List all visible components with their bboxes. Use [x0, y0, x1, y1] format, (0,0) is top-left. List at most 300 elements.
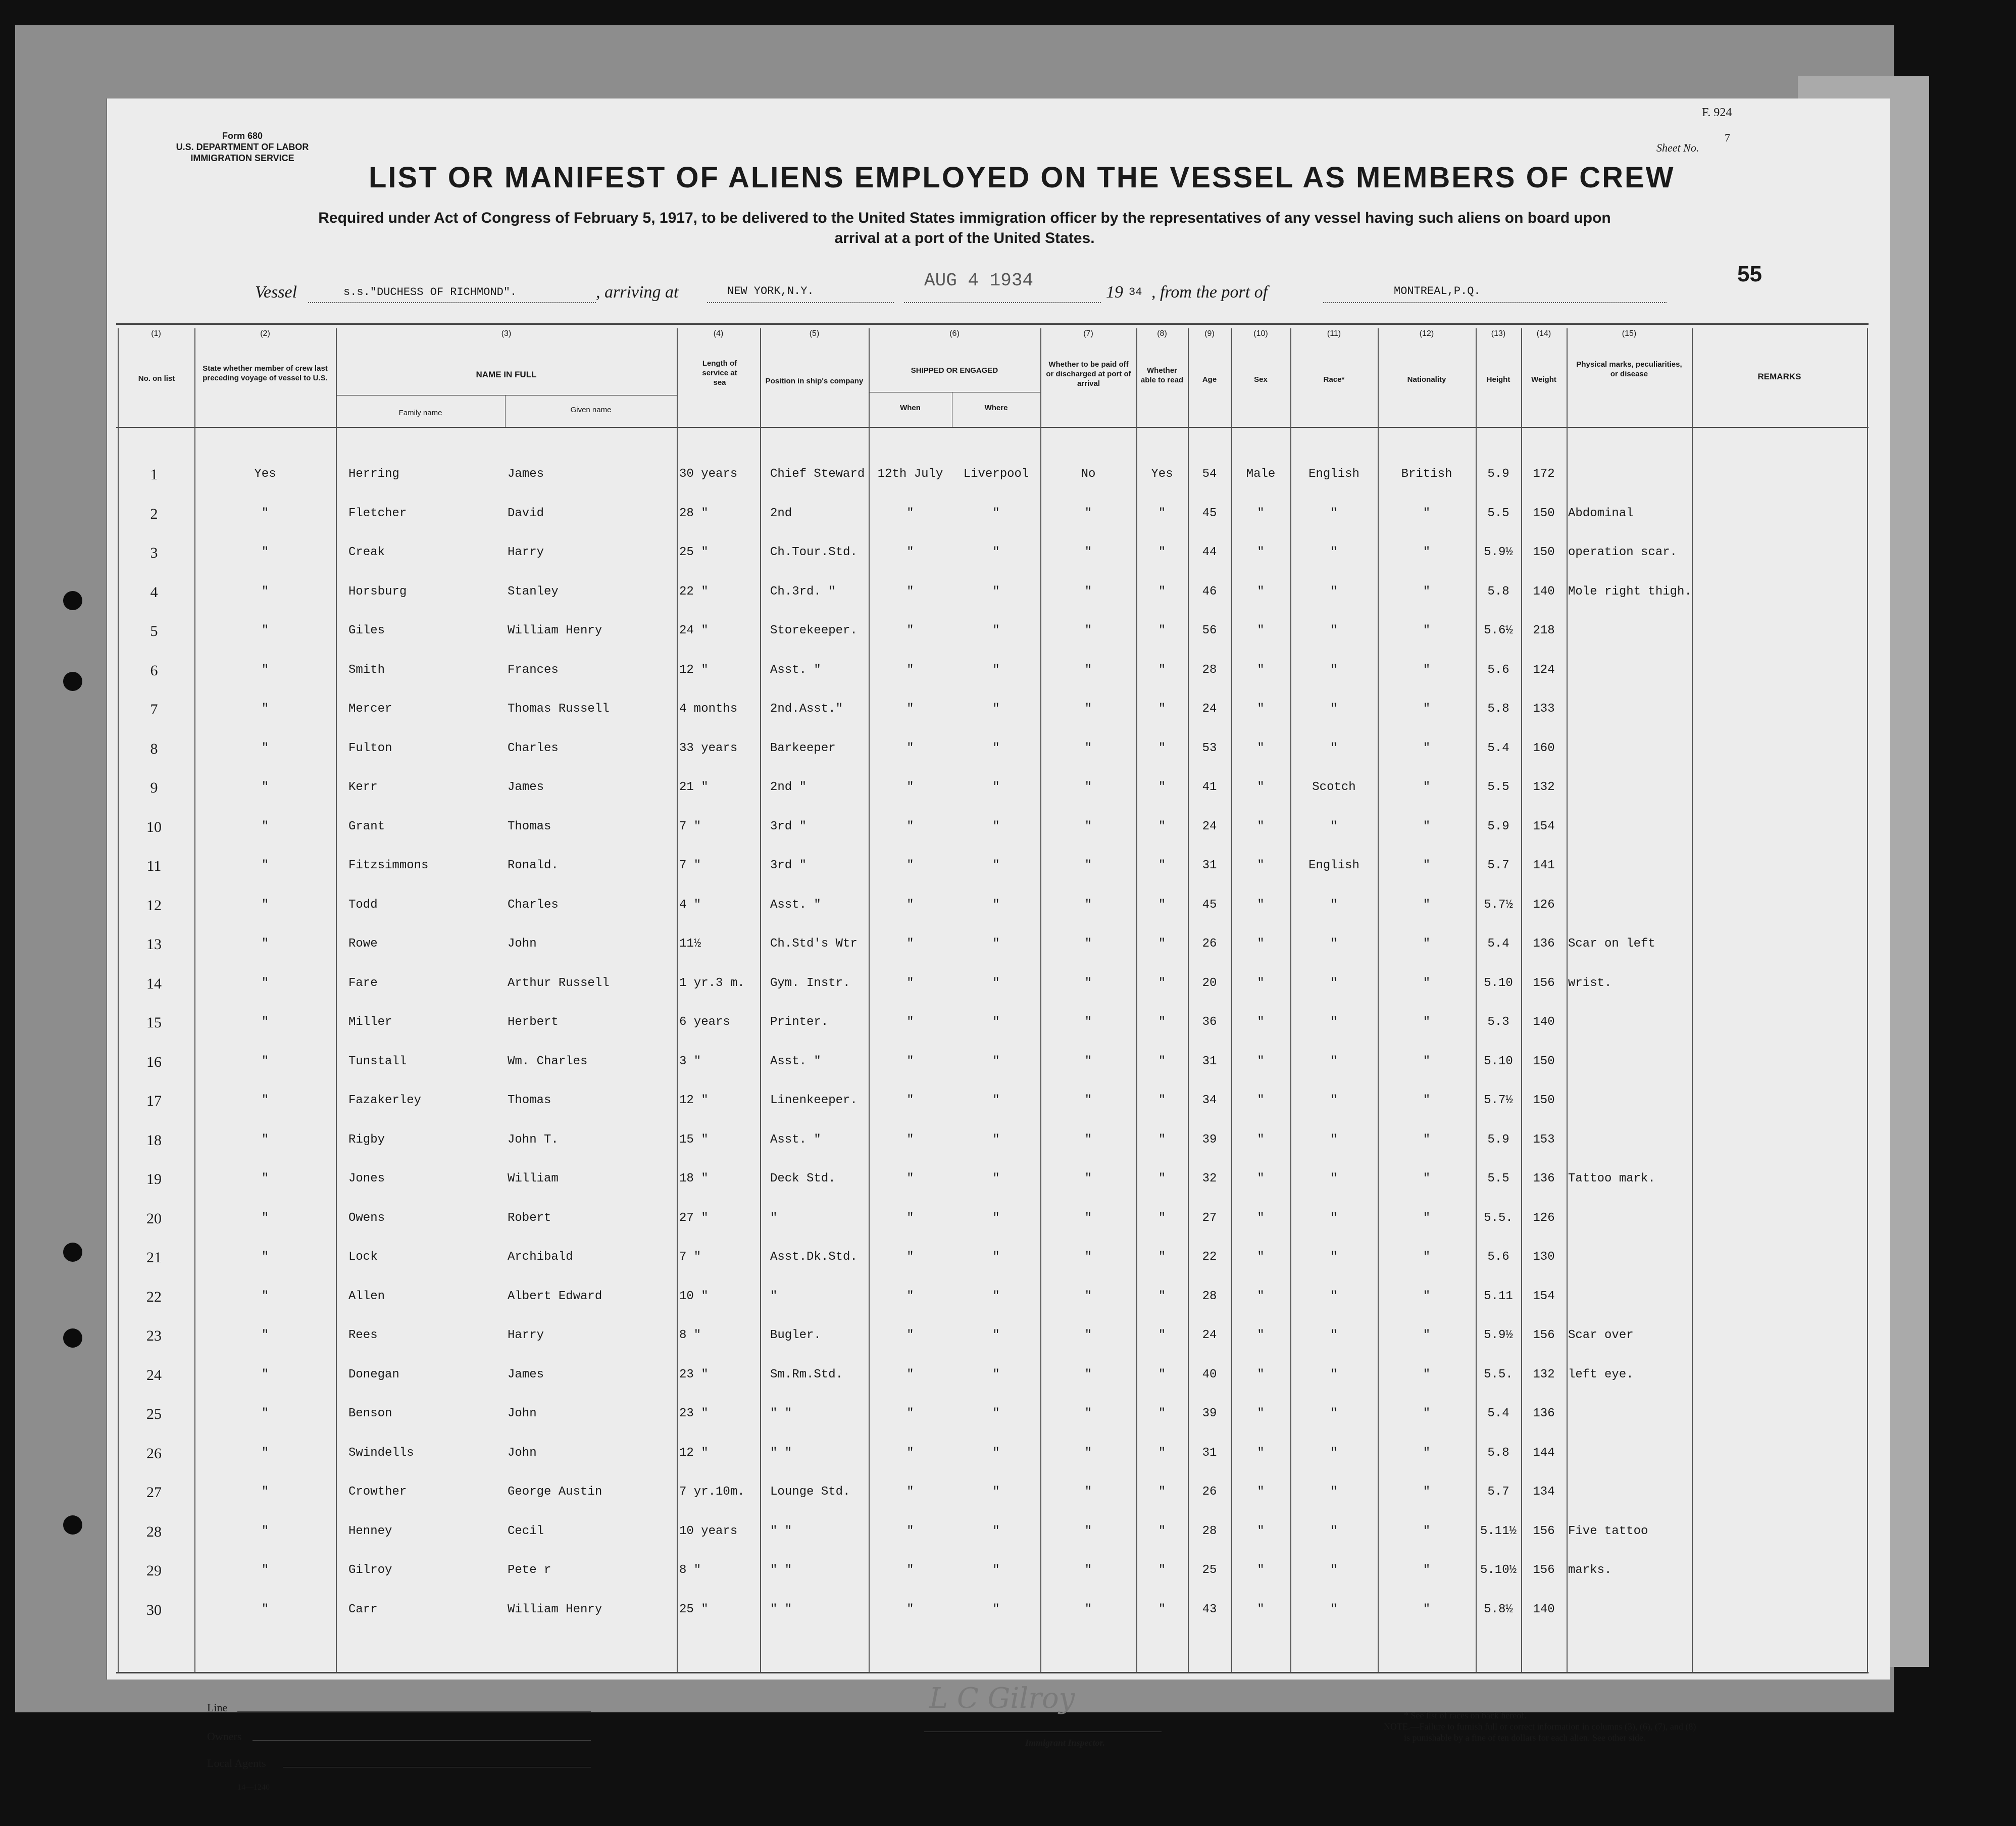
cell-position: Asst. ": [770, 663, 821, 677]
cell-paid: ": [1084, 663, 1092, 677]
col-number: (11): [1327, 329, 1341, 338]
cell-where: ": [992, 1367, 1000, 1381]
cell-weight: 154: [1533, 1289, 1555, 1303]
row-number: 2: [150, 505, 158, 522]
column-divider: [1867, 328, 1868, 1672]
cell-service: 25 ": [679, 1602, 709, 1616]
cell-height: 5.8½: [1484, 1602, 1513, 1616]
cell-when: ": [906, 1367, 914, 1381]
cell-family: Rees: [348, 1328, 378, 1342]
cell-when: ": [906, 1015, 914, 1029]
cell-when: ": [906, 1446, 914, 1460]
cell-service: 15 ": [679, 1132, 709, 1147]
cell-sex: ": [1257, 506, 1265, 520]
header-family-name: Family name: [398, 409, 442, 417]
cell-where: ": [992, 506, 1000, 520]
cell-crew: ": [261, 859, 269, 872]
cell-race: Scotch: [1312, 780, 1356, 794]
cell-nationality: ": [1423, 1407, 1431, 1420]
cell-sex: ": [1257, 1211, 1265, 1225]
cell-weight: 150: [1533, 506, 1555, 520]
cell-race: ": [1330, 506, 1338, 520]
cell-given: Pete r: [508, 1563, 551, 1577]
cell-age: 53: [1202, 741, 1217, 755]
cell-sex: ": [1257, 1407, 1265, 1420]
date-dotline: [904, 302, 1101, 303]
cell-where: ": [992, 741, 1000, 755]
punch-hole: [63, 1515, 82, 1535]
cell-family: Todd: [348, 898, 378, 912]
column-divider: [869, 328, 870, 1672]
cell-where: ": [992, 546, 1000, 559]
cell-weight: 156: [1533, 1328, 1555, 1342]
cell-when: ": [906, 976, 914, 990]
cell-race: ": [1330, 976, 1338, 990]
cell-read: ": [1158, 584, 1166, 599]
cell-read: ": [1158, 937, 1166, 951]
cell-age: 31: [1202, 859, 1217, 872]
cell-where: ": [992, 1485, 1000, 1499]
cell-when: ": [906, 898, 914, 912]
cell-nationality: ": [1423, 1211, 1431, 1225]
cell-paid: ": [1084, 1367, 1092, 1381]
cell-when: ": [906, 1132, 914, 1147]
cell-sex: ": [1257, 741, 1265, 755]
cell-weight: 140: [1533, 1015, 1555, 1029]
col-number: (3): [501, 329, 512, 338]
cell-age: 26: [1202, 937, 1217, 951]
cell-when: ": [906, 506, 914, 520]
cell-sex: ": [1257, 859, 1265, 872]
cell-read: ": [1158, 1172, 1166, 1186]
cell-where: ": [992, 819, 1000, 833]
cell-given: Herbert: [508, 1015, 559, 1029]
cell-where: ": [992, 1407, 1000, 1420]
cell-family: Carr: [348, 1602, 378, 1616]
cell-race: ": [1330, 624, 1338, 637]
cell-marks: Scar on left: [1568, 937, 1655, 951]
col-number: (14): [1536, 329, 1551, 338]
cell-crew: ": [261, 1054, 269, 1068]
cell-height: 5.10: [1484, 976, 1513, 990]
row-number: 5: [150, 623, 158, 639]
cell-given: Thomas Russell: [508, 702, 610, 716]
year-label: 19: [1106, 283, 1123, 302]
cell-marks: Tattoo mark.: [1568, 1172, 1655, 1186]
cell-paid: ": [1084, 1446, 1092, 1460]
header-shipped-where: Where: [984, 404, 1008, 412]
cell-crew: ": [261, 1211, 269, 1225]
cell-given: Stanley: [508, 584, 559, 599]
cell-position: Asst. ": [770, 898, 821, 912]
cell-age: 56: [1202, 624, 1217, 637]
cell-paid: ": [1084, 1211, 1092, 1225]
cell-paid: ": [1084, 898, 1092, 912]
cell-sex: ": [1257, 976, 1265, 990]
cell-read: ": [1158, 624, 1166, 637]
cell-family: Herring: [348, 467, 399, 481]
cell-where: ": [992, 937, 1000, 951]
cell-crew: ": [261, 1446, 269, 1460]
cell-service: 30 years: [679, 467, 738, 481]
cell-paid: ": [1084, 624, 1092, 637]
cell-read: ": [1158, 1367, 1166, 1381]
cell-paid: ": [1084, 937, 1092, 951]
cell-read: ": [1158, 1407, 1166, 1420]
row-number: 25: [146, 1406, 162, 1422]
cell-crew: ": [261, 546, 269, 559]
cell-family: Miller: [348, 1015, 392, 1029]
cell-family: Swindells: [348, 1446, 414, 1460]
cell-where: ": [992, 1563, 1000, 1577]
cell-crew: Yes: [254, 467, 276, 481]
cell-read: Yes: [1151, 467, 1173, 481]
cell-nationality: ": [1423, 1132, 1431, 1147]
cell-given: Arthur Russell: [508, 976, 610, 990]
cell-weight: 136: [1533, 1172, 1555, 1186]
cell-sex: ": [1257, 780, 1265, 794]
row-number: 11: [146, 858, 162, 874]
cell-where: ": [992, 1132, 1000, 1147]
cell-read: ": [1158, 1485, 1166, 1499]
cell-read: ": [1158, 1328, 1166, 1342]
cell-where: ": [992, 1446, 1000, 1460]
cell-when: ": [906, 1563, 914, 1577]
cell-race: ": [1330, 1211, 1338, 1225]
cell-nationality: ": [1423, 584, 1431, 599]
date-stamp: AUG 4 1934: [924, 270, 1034, 291]
cell-sex: ": [1257, 584, 1265, 599]
cell-race: ": [1330, 1446, 1338, 1460]
from-port-dotline: [1323, 302, 1667, 303]
cell-given: Robert: [508, 1211, 551, 1225]
cell-given: Charles: [508, 741, 559, 755]
cell-sex: ": [1257, 1602, 1265, 1616]
cell-age: 54: [1202, 467, 1217, 481]
cell-crew: ": [261, 898, 269, 912]
cell-height: 5.8: [1487, 1446, 1509, 1460]
cell-position: Ch.Tour.Std.: [770, 546, 858, 559]
cell-age: 26: [1202, 1485, 1217, 1499]
cell-race: ": [1330, 1563, 1338, 1577]
cell-given: William Henry: [508, 624, 602, 637]
cell-sex: ": [1257, 937, 1265, 951]
cell-read: ": [1158, 976, 1166, 990]
cell-race: ": [1330, 1132, 1338, 1147]
row-number: 13: [146, 936, 162, 953]
cell-age: 45: [1202, 506, 1217, 520]
cell-where: ": [992, 976, 1000, 990]
footnote-penalty-1: NOTE.—Failure to furnish full or correct information in columns (3), (6), (7), and (8): [1384, 1721, 1696, 1732]
cell-given: Wm. Charles: [508, 1054, 588, 1068]
cell-race: ": [1330, 741, 1338, 755]
cell-height: 5.4: [1487, 741, 1509, 755]
cell-height: 5.11½: [1480, 1524, 1517, 1538]
cell-age: 22: [1202, 1250, 1217, 1264]
cell-weight: 150: [1533, 546, 1555, 559]
column-divider: [677, 328, 678, 1672]
year-value: 34: [1129, 286, 1142, 299]
cell-race: ": [1330, 1407, 1338, 1420]
cell-when: ": [906, 1407, 914, 1420]
cell-position: Deck Std.: [770, 1172, 836, 1186]
row-number: 15: [146, 1014, 162, 1031]
cell-position: Sm.Rm.Std.: [770, 1367, 843, 1381]
page-title: LIST OR MANIFEST OF ALIENS EMPLOYED ON THE VESSEL AS MEMBERS OF CREW: [369, 161, 1675, 194]
cell-read: ": [1158, 546, 1166, 559]
cell-when: ": [906, 859, 914, 872]
cell-marks: marks.: [1568, 1563, 1612, 1577]
header-weight: Weight: [1531, 375, 1556, 384]
cell-position: " ": [770, 1524, 792, 1538]
cell-position: Asst.Dk.Std.: [770, 1250, 858, 1264]
cell-age: 28: [1202, 663, 1217, 677]
cell-sex: Male: [1246, 467, 1276, 481]
cell-when: ": [906, 741, 914, 755]
cell-age: 24: [1202, 702, 1217, 716]
cell-position: Bugler.: [770, 1328, 821, 1342]
cell-service: 27 ": [679, 1211, 709, 1225]
header-no-on-list: No. on list: [138, 374, 175, 383]
cell-crew: ": [261, 1094, 269, 1107]
cell-where: ": [992, 780, 1000, 794]
cell-read: ": [1158, 1602, 1166, 1616]
owners-label: Owners: [207, 1730, 242, 1743]
punch-hole: [63, 591, 82, 610]
cell-family: Crowther: [348, 1485, 407, 1499]
cell-crew: ": [261, 1407, 269, 1420]
cell-when: ": [906, 624, 914, 637]
cell-marks: left eye.: [1568, 1367, 1634, 1381]
cell-weight: 136: [1533, 937, 1555, 951]
cell-position: 3rd ": [770, 859, 807, 872]
department-name: U.S. DEPARTMENT OF LABOR: [176, 142, 309, 152]
cell-crew: ": [261, 1172, 269, 1186]
cell-paid: No: [1081, 467, 1096, 481]
cell-crew: ": [261, 741, 269, 755]
cell-paid: ": [1084, 976, 1092, 990]
cell-when: ": [906, 1172, 914, 1186]
cell-position: Asst. ": [770, 1054, 821, 1068]
cell-where: ": [992, 898, 1000, 912]
cell-age: 31: [1202, 1054, 1217, 1068]
cell-crew: ": [261, 976, 269, 990]
cell-race: ": [1330, 898, 1338, 912]
cell-race: ": [1330, 702, 1338, 716]
column-divider: [194, 328, 195, 1672]
cell-position: 2nd.Asst.": [770, 702, 843, 716]
cell-family: Fazakerley: [348, 1094, 422, 1107]
cell-read: ": [1158, 663, 1166, 677]
column-divider: [1040, 328, 1041, 1672]
row-number: 9: [150, 779, 158, 796]
header-given-name: Given name: [570, 406, 612, 414]
column-divider: [118, 328, 119, 1672]
row-number: 7: [150, 701, 158, 718]
cell-age: 28: [1202, 1289, 1217, 1303]
cell-paid: ": [1084, 1132, 1092, 1147]
arrival-port: NEW YORK,N.Y.: [727, 285, 814, 298]
cell-height: 5.7½: [1484, 898, 1513, 912]
col-number: (8): [1157, 329, 1167, 338]
cell-race: ": [1330, 1054, 1338, 1068]
header-race: Race*: [1323, 375, 1345, 384]
cell-marks: operation scar.: [1568, 546, 1678, 559]
cell-nationality: ": [1423, 1485, 1431, 1499]
cell-service: 10 years: [679, 1524, 738, 1538]
row-number: 30: [146, 1601, 162, 1618]
cell-height: 5.6: [1487, 1250, 1509, 1264]
cell-position: ": [770, 1289, 778, 1303]
row-number: 23: [146, 1327, 162, 1344]
cell-age: 24: [1202, 1328, 1217, 1342]
cell-weight: 136: [1533, 1407, 1555, 1420]
cell-when: ": [906, 1094, 914, 1107]
cell-when: ": [906, 1328, 914, 1342]
cell-sex: ": [1257, 1289, 1265, 1303]
column-divider: [1188, 328, 1189, 1672]
cell-sex: ": [1257, 1485, 1265, 1499]
cell-position: " ": [770, 1602, 792, 1616]
cell-when: ": [906, 702, 914, 716]
cell-height: 5.5: [1487, 1172, 1509, 1186]
cell-sex: ": [1257, 1015, 1265, 1029]
vessel-label: Vessel: [255, 283, 297, 302]
cell-crew: ": [261, 1485, 269, 1499]
cell-sex: ": [1257, 1524, 1265, 1538]
cell-when: ": [906, 1250, 914, 1264]
cell-given: Thomas: [508, 819, 551, 833]
vessel-dotline: [308, 302, 596, 303]
cell-age: 46: [1202, 584, 1217, 599]
sheet-label: Sheet No.: [1656, 141, 1699, 154]
cell-nationality: ": [1423, 506, 1431, 520]
cell-position: 2nd ": [770, 780, 807, 794]
cell-crew: ": [261, 780, 269, 794]
col-number: (1): [151, 329, 161, 338]
cell-service: 12 ": [679, 663, 709, 677]
cell-service: 7 yr.10m.: [679, 1485, 745, 1499]
column-divider: [1231, 328, 1232, 1672]
header-nationality: Nationality: [1407, 375, 1446, 384]
cell-weight: 140: [1533, 1602, 1555, 1616]
cell-service: 7 ": [679, 1250, 701, 1264]
f-number: F. 924: [1702, 106, 1732, 119]
cell-service: 12 ": [679, 1446, 709, 1460]
cell-paid: ": [1084, 859, 1092, 872]
cell-position: Gym. Instr.: [770, 976, 850, 990]
cell-when: ": [906, 1054, 914, 1068]
cell-age: 25: [1202, 1563, 1217, 1577]
footnotes: [1384, 1710, 1848, 1743]
cell-nationality: ": [1423, 1563, 1431, 1577]
cell-when: ": [906, 819, 914, 833]
cell-age: 28: [1202, 1524, 1217, 1538]
row-number: 20: [146, 1210, 162, 1227]
cell-family: Rigby: [348, 1132, 385, 1147]
cell-paid: ": [1084, 584, 1092, 599]
cell-paid: ": [1084, 1602, 1092, 1616]
cell-read: ": [1158, 1446, 1166, 1460]
cell-race: English: [1308, 467, 1359, 481]
cell-crew: ": [261, 1602, 269, 1616]
cell-nationality: ": [1423, 819, 1431, 833]
departure-port: MONTREAL,P.Q.: [1394, 285, 1481, 298]
header-position: Position in ship's company: [765, 377, 864, 385]
cell-service: 25 ": [679, 546, 709, 559]
cell-height: 5.5.: [1484, 1211, 1513, 1225]
cell-where: Liverpool: [963, 467, 1029, 481]
cell-nationality: ": [1423, 937, 1431, 951]
cell-marks: Five tattoo: [1568, 1524, 1648, 1538]
cell-weight: 132: [1533, 1367, 1555, 1381]
cell-nationality: ": [1423, 663, 1431, 677]
cell-height: 5.9½: [1484, 546, 1513, 559]
cell-age: 43: [1202, 1602, 1217, 1616]
cell-given: George Austin: [508, 1485, 602, 1499]
cell-crew: ": [261, 663, 269, 677]
cell-sex: ": [1257, 624, 1265, 637]
cell-sex: ": [1257, 663, 1265, 677]
cell-nationality: ": [1423, 1094, 1431, 1107]
cell-crew: ": [261, 1015, 269, 1029]
row-number: 22: [146, 1288, 162, 1305]
cell-when: ": [906, 1289, 914, 1303]
cell-family: Smith: [348, 663, 385, 677]
cell-height: 5.10½: [1480, 1563, 1517, 1577]
cell-where: ": [992, 1289, 1000, 1303]
cell-age: 20: [1202, 976, 1217, 990]
cell-paid: ": [1084, 1054, 1092, 1068]
cell-weight: 126: [1533, 898, 1555, 912]
cell-service: 21 ": [679, 780, 709, 794]
cell-weight: 150: [1533, 1094, 1555, 1107]
column-divider: [336, 328, 337, 1672]
cell-where: ": [992, 584, 1000, 599]
cell-read: ": [1158, 1250, 1166, 1264]
header-height: Height: [1486, 375, 1510, 384]
cell-race: ": [1330, 1485, 1338, 1499]
punch-hole: [63, 1328, 82, 1348]
cell-given: Harry: [508, 1328, 544, 1342]
cell-height: 5.5: [1487, 780, 1509, 794]
cell-when: ": [906, 937, 914, 951]
cell-read: ": [1158, 1132, 1166, 1147]
cell-height: 5.6: [1487, 663, 1509, 677]
cell-paid: ": [1084, 1250, 1092, 1264]
col-number: (5): [809, 329, 820, 338]
header-sex: Sex: [1254, 375, 1268, 384]
col-number: (9): [1204, 329, 1215, 338]
cell-weight: 130: [1533, 1250, 1555, 1264]
cell-position: Storekeeper.: [770, 624, 858, 637]
cell-height: 5.10: [1484, 1054, 1513, 1068]
cell-weight: 172: [1533, 467, 1555, 481]
col-number: (12): [1419, 329, 1434, 338]
cell-race: ": [1330, 1289, 1338, 1303]
local-agents-label: Local Agents: [207, 1757, 266, 1769]
cell-family: Donegan: [348, 1367, 399, 1381]
cell-paid: ": [1084, 1172, 1092, 1186]
cell-family: Henney: [348, 1524, 392, 1538]
cell-position: Linenkeeper.: [770, 1094, 858, 1107]
cell-crew: ": [261, 1563, 269, 1577]
cell-service: 24 ": [679, 624, 709, 637]
cell-age: 41: [1202, 780, 1217, 794]
cell-service: 22 ": [679, 584, 709, 599]
cell-given: Albert Edward: [508, 1289, 602, 1303]
column-divider: [760, 328, 761, 1672]
